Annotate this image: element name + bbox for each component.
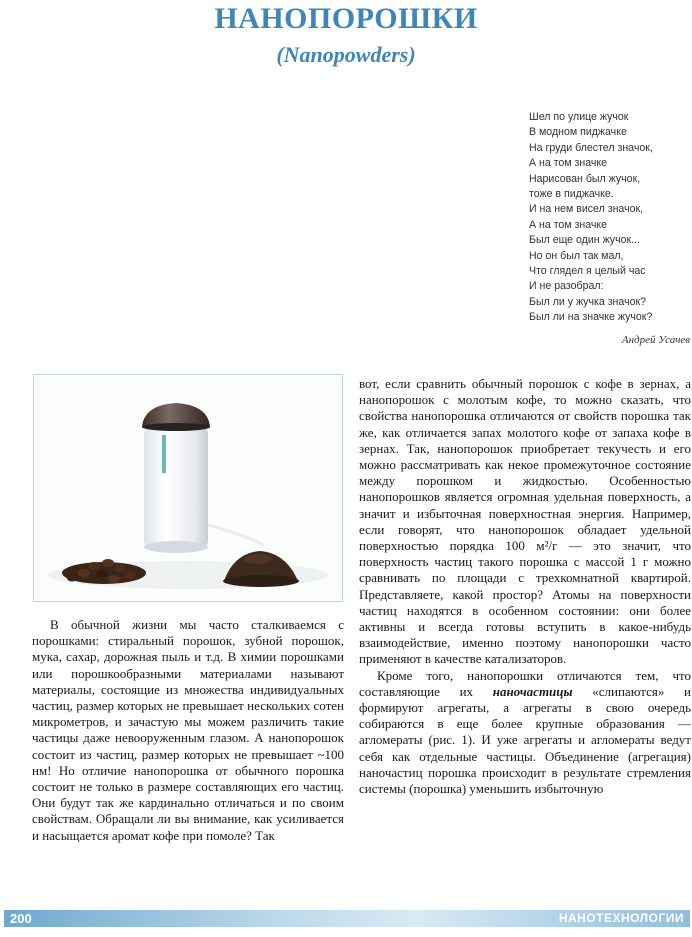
paragraph — [359, 668, 691, 798]
poem-line: А на том значке — [529, 218, 608, 231]
paragraph-text: Кроме того, нанопорошки отличаются тем, что составляющие их — [359, 667, 691, 699]
grinder-body — [144, 427, 208, 547]
text-column-right — [359, 376, 691, 797]
page-number: 200 — [10, 911, 32, 926]
epigraph-author: Андрей Усачев — [621, 334, 690, 346]
poem-line: Был еще один жучок... — [529, 234, 640, 247]
paragraph: вот, если сравнить обычный порошок с кофе в зернах, а нанопорошок с молотым кофе, то можно сказать, что свойства нанопорошка отличаются от свойств порошка так же, как отличается запах молотого кофе от запаха кофе в зернах. Так, нанопорошок приобретает текучесть и его можно рассматривать как некое промежуточное состояние между порошком и жидкостью. Особенностью нанопорошков является огромная удельная поверхность, а значит и избыточная поверхностная энергия. Например, если говорят, что нанопорошок обладает удельной поверхностью порядка 100 м²/г — это значит, что поверхность частиц такого порошка с массой 1 г можно сравнивать по площади с трехкомнатной квартирой. Представляете, какой простор? Атомы на поверхности частиц находятся в особенном состоянии: они более активны и всегда готовы вступить в какое-нибудь взаимодействие, именно поэтому нанопорошки часто применяют в качестве катализаторов. — [359, 376, 691, 667]
text-column-left — [32, 617, 344, 844]
poem-line: Был ли на значке жучок? — [529, 311, 653, 324]
poem-line: тоже в пиджачке. — [529, 188, 614, 201]
paragraph-text: «слипаются» и формируют агрегаты, а агрегаты в свою очередь собираются в еще более крупные образования — агломераты (рис. 1). И уже агрегаты и агломераты ведут себя как отдельные частицы. Объединение (агрегация) наночастиц порошка происходит в результате стремления системы (порошка) уменьшить избыточную — [359, 683, 691, 797]
poem-line: На груди блестел значок, — [529, 141, 653, 154]
grinder-button — [162, 435, 166, 473]
poem-line: А на том значке — [529, 157, 608, 170]
poem-line: И на нем висел значок, — [529, 203, 644, 216]
article-subtitle: (Nanopowders) — [276, 42, 416, 67]
poem-line: Но он был так мал, — [529, 249, 624, 262]
article-title: НАНОПОРОШКИ — [214, 2, 478, 35]
coffee-grinder-illustration — [34, 375, 342, 601]
poem-line: Шел по улице жучок — [529, 111, 629, 123]
emphasized-term: наночастицы — [492, 683, 573, 699]
coffee-grinder-photo — [33, 374, 343, 602]
poem-line: Был ли у жучка значок? — [529, 295, 647, 308]
page-footer-bar — [4, 910, 690, 927]
section-name: НАНОТЕХНОЛОГИИ — [558, 911, 684, 925]
epigraph-poem — [529, 110, 689, 326]
poem-line: Что глядел я целый час — [529, 265, 646, 278]
poem-line: В модном пиджачке — [529, 126, 627, 139]
poem-line: Нарисован был жучок, — [529, 172, 641, 185]
poem-line: И не разобрал: — [529, 280, 604, 293]
paragraph: В обычной жизни мы часто сталкиваемся с порошками: стиральный порошок, зубной порошок, мука, сахар, дорожная пыль и т.д. В химии порошками или порошкообразными материалами называют материалы, состоящие из множества индивидуальных частиц, размер которых не превышает нескольких сотен микрометров, и зачастую мы можем различить такие частицы даже невооруженным глазом. А нанопорошок состоит из частиц, размер которых не превышает ~100 нм! Но отличие нанопорошка от обычного порошка состоит не только в размере составляющих его частиц. Они будут так же кардинально отличаться и по своим свойствам. Обращали ли вы внимание, как усиливается и насыщается аромат кофе при помоле? Так — [32, 617, 344, 843]
